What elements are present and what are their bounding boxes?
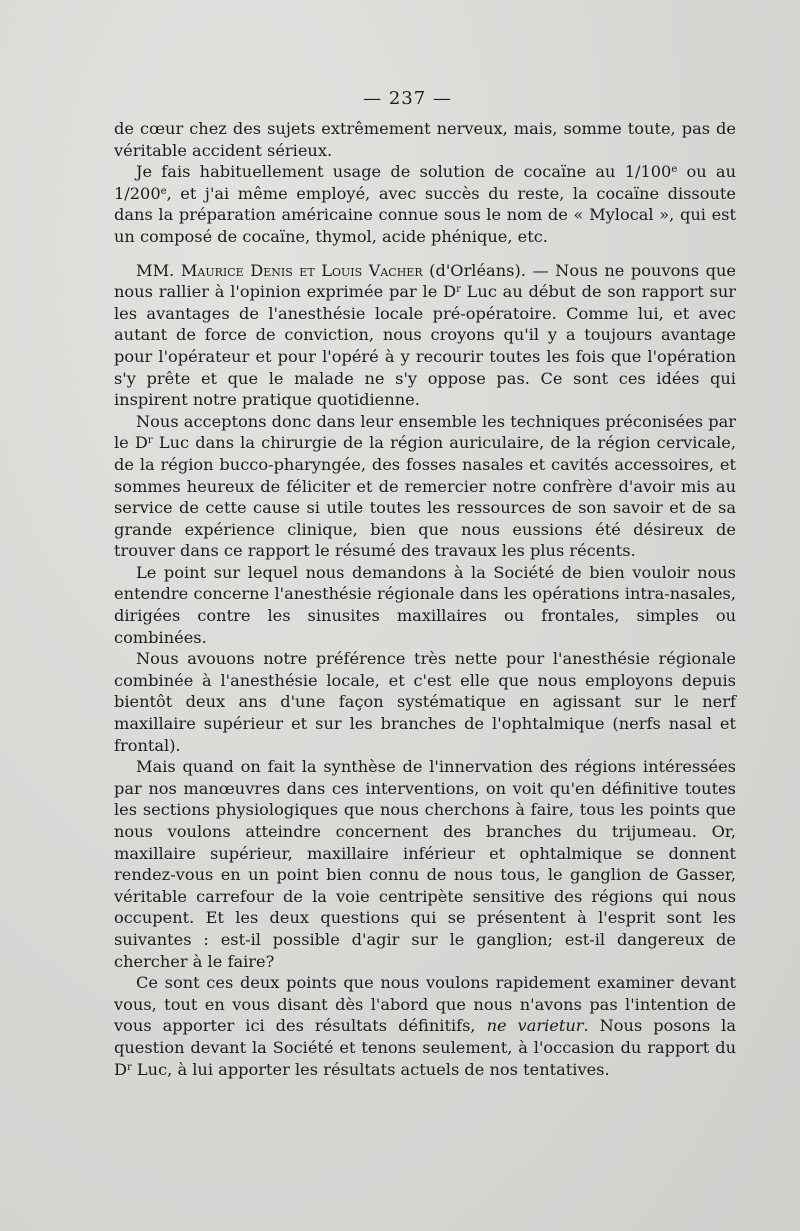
superscript: e xyxy=(671,164,678,176)
page-number: — 237 — xyxy=(363,88,452,109)
italic-phrase: ne varietur xyxy=(486,1016,584,1036)
paragraph-5 xyxy=(114,562,736,648)
paragraph-3-text-b: Luc au début de son rapport sur les avantages de l'anesthésie locale pré-opératoire. Comme lui, et avec autant de force de conviction, nous croyons qu'il y a toujours avantage pour l'opérateur et pour l'opéré à y recourir toutes les fois que l'opération s'y prête et que le malade ne s'y oppose pas. Ce sont ces idées qui inspirent notre pratique quotidienne. xyxy=(114,282,736,410)
paragraph-7 xyxy=(114,756,736,972)
paragraph-1 xyxy=(114,118,736,161)
paragraph-4-text-a: Nous acceptons donc dans leur ensemble les techniques préconisées par le D xyxy=(114,411,736,453)
superscript: e xyxy=(160,185,167,197)
paragraph-4-text-b: Luc dans la chirurgie de la région auriculaire, de la région cervicale, de la région bucco-pharyngée, des fosses nasales et cavités accessoires, et sommes heureux de féliciter et de remercier notre confrère d'avoir mis au service de cette cause si utile toutes les ressources de son savoir et de sa grande expérience clinique, bien que nous eussions été désireux de trouver dans ce rapport le résumé des travaux les plus récents. xyxy=(114,433,736,561)
paragraph-6 xyxy=(114,648,736,756)
paragraph-2-text-c: , et j'ai même employé, avec succès du reste, la cocaïne dissoute dans la préparation américaine connue sous le nom de « Mylocal », qui est un composé de cocaïne, thymol, acide phénique, etc. xyxy=(114,183,736,246)
paragraph-8-text-c: Luc, à lui apporter les résultats actuels de nos tentatives. xyxy=(131,1059,610,1079)
paragraph-8-text-a: Ce sont ces deux points que nous voulons rapidement examiner devant vous, tout en vous disant dès l'abord que nous n'avons pas l'intention de vous apporter ici des résultats définitifs, xyxy=(114,973,736,1036)
paragraph-6-text: Nous avouons notre préférence très nette pour l'anesthésie régionale combinée à l'anesthésie locale, et c'est elle que nous employons depuis bientôt deux ans d'une façon systématique en agissant sur le nerf maxillaire supérieur et sur les branches de l'ophtalmique (nerfs nasal et frontal). xyxy=(114,649,736,755)
paragraph-8 xyxy=(114,972,736,1080)
superscript: r xyxy=(126,1061,132,1073)
text-body xyxy=(114,118,736,1080)
superscript: r xyxy=(147,435,153,447)
paragraph-2 xyxy=(114,161,736,247)
paragraph-1-text: de cœur chez des sujets extrêmement nerveux, mais, somme toute, pas de véritable accident sérieux. xyxy=(114,119,736,160)
paragraph-8-text-b: . Nous posons la question devant la Société et tenons seulement, à l'occasion du rapport du D xyxy=(114,1016,736,1079)
superscript: r xyxy=(456,284,461,296)
paragraph-2-text-b: ou au 1/200 xyxy=(114,162,736,203)
paragraph-3 xyxy=(114,260,736,411)
paragraph-3-text-a: (d'Orléans). — Nous ne pouvons que nous rallier à l'opinion exprimée par le D xyxy=(114,260,736,302)
paragraph-4 xyxy=(114,411,736,562)
paragraph-5-text: Le point sur lequel nous demandons à la Société de bien vouloir nous entendre concerne l'anesthésie régionale dans les opérations intra-nasales, dirigées contre les sinusites maxillaires ou frontales, simples ou combinées. xyxy=(114,562,736,647)
paragraph-2-text-a: Je fais habituellement usage de solution de cocaïne au 1/100 xyxy=(136,162,672,182)
author-names: MM. Maurice Denis et Louis Vacher xyxy=(136,260,423,280)
paragraph-7-text: Mais quand on fait la synthèse de l'innervation des régions intéressées par nos manœuvres dans ces interventions, on voit qu'en définitive toutes les sections physiologiques que nous cherchons à faire, tous les points que nous voulons atteindre concernent des branches du trijumeau. Or, maxillaire supérieur, maxillaire inférieur et ophtalmique se donnent rendez-vous en un point bien connu de nous tous, le ganglion de Gasser, véritable carrefour de la voie centripète sensitive des régions qui nous occupent. Et les deux questions qui se présentent à l'esprit sont les suivantes : est-il possible d'agir sur le ganglion; est-il dangereux de chercher à le faire? xyxy=(114,757,736,971)
